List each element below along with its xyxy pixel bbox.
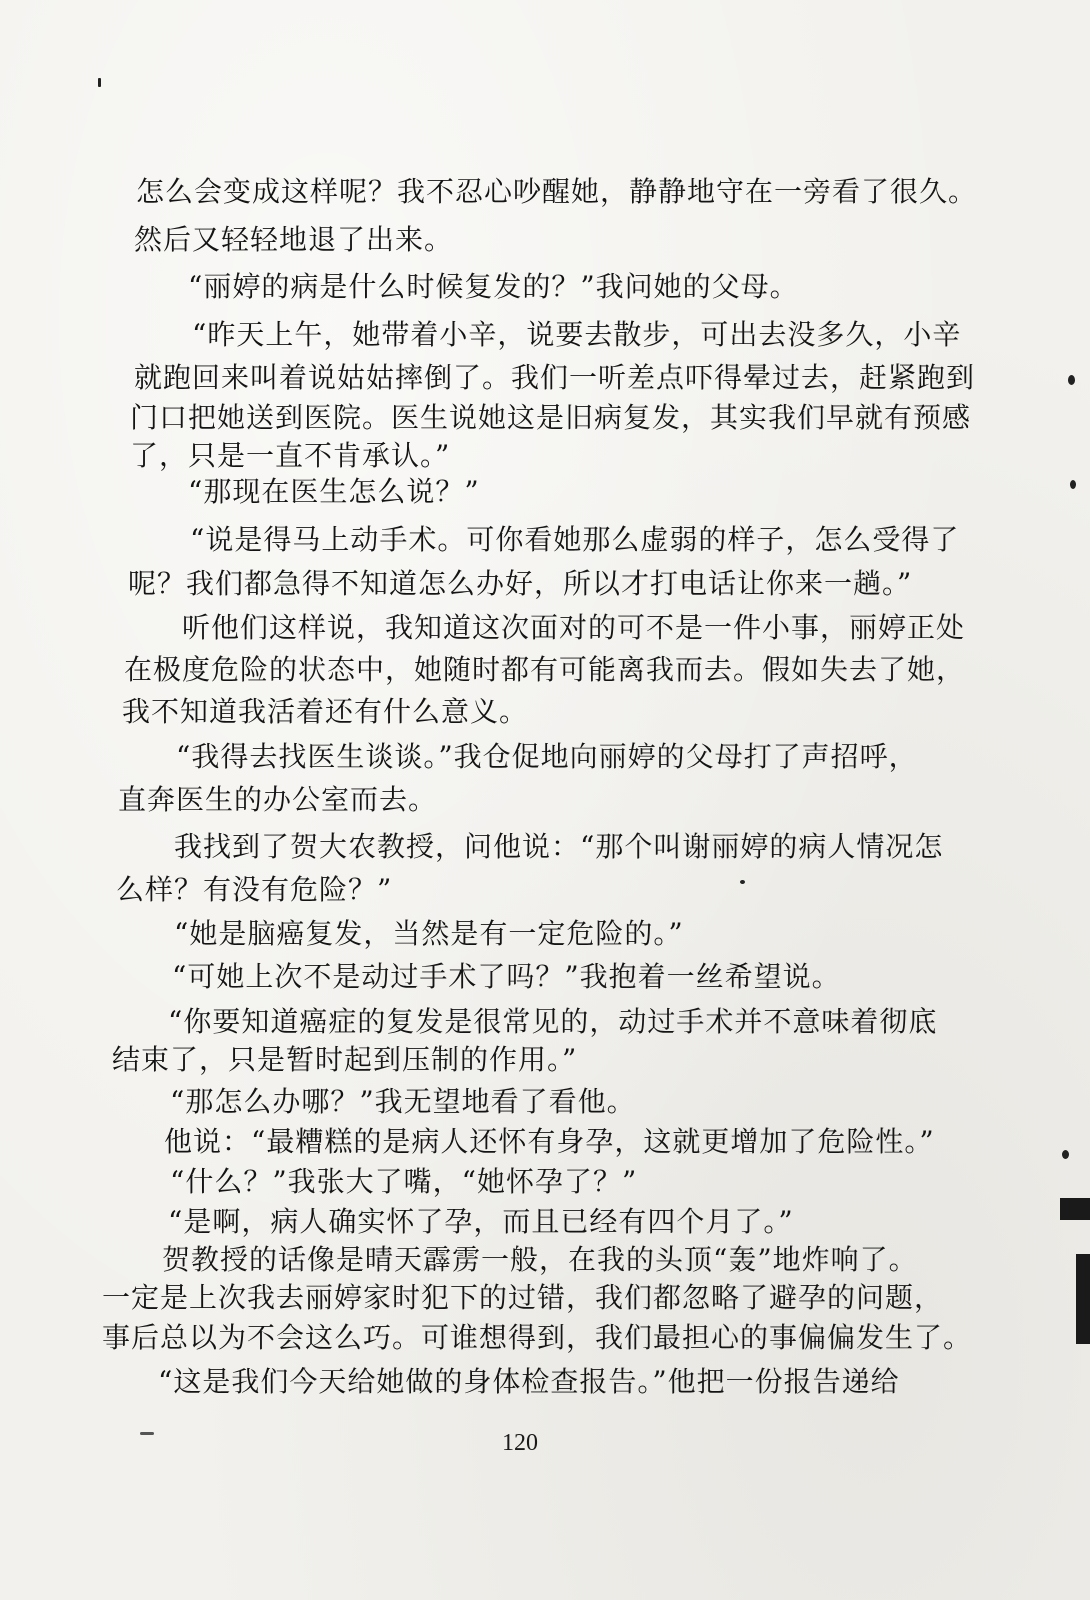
text-line: “是啊，病人确实怀了孕，而且已经有四个月了。” [168,1205,794,1238]
text-line: 听他们这样说，我知道这次面对的可不是一件小事，丽婷正处 [182,611,966,644]
text-line: 么样？有没有危险？” [116,873,393,906]
scan-speck [98,78,101,87]
text-line: 门口把她送到医院。医生说她这是旧病复发，其实我们早就有预感 [130,401,972,434]
text-line: 然后又轻轻地退了出来。 [134,223,454,256]
page-number: 120 [502,1430,538,1456]
text-line: “昨天上午，她带着小辛，说要去散步，可出去没多久，小辛 [192,318,962,351]
text-line: 我找到了贺大农教授，问他说：“那个叫谢丽婷的病人情况怎 [174,830,944,863]
text-line: “那怎么办哪？”我无望地看了看他。 [170,1085,636,1118]
scan-speck [1068,375,1075,385]
text-line: “那现在医生怎么说？” [188,475,480,508]
text-line: 了，只是一直不肯承认。” [130,439,451,472]
text-line: “说是得马上动手术。可你看她那么虚弱的样子，怎么受得了 [190,523,960,556]
text-line: “可她上次不是动过手术了吗？”我抱着一丝希望说。 [172,960,841,993]
text-line: “你要知道癌症的复发是很常见的，动过手术并不意味着彻底 [168,1005,938,1038]
scan-speck [1062,1150,1069,1159]
text-line: 直奔医生的办公室而去。 [118,783,438,816]
text-line: “这是我们今天给她做的身体检查报告。”他把一份报告递给 [158,1365,900,1398]
text-line: “我得去找医生谈谈。”我仓促地向丽婷的父母打了声招呼， [176,740,918,773]
text-line: 贺教授的话像是晴天霹雳一般，在我的头顶“轰”地炸响了。 [162,1243,918,1276]
text-line: “什么？”我张大了嘴，“她怀孕了？” [170,1165,638,1198]
text-line: “她是脑癌复发，当然是有一定危险的。” [174,917,684,950]
text-line: 他说：“最糟糕的是病人还怀有身孕，这就更增加了危险性。” [164,1125,935,1158]
scan-speck [1070,480,1076,489]
text-line: 事后总以为不会这么巧。可谁想得到，我们最担心的事偏偏发生了。 [102,1321,973,1354]
text-line: “丽婷的病是什么时候复发的？”我问她的父母。 [188,270,799,303]
text-line: 在极度危险的状态中，她随时都有可能离我而去。假如失去了她， [124,653,966,686]
text-line: 怎么会变成这样呢？我不忍心吵醒她，静静地守在一旁看了很久。 [136,175,978,208]
scan-edge-mark [1060,1198,1090,1220]
text-line: 呢？我们都急得不知道怎么办好，所以才打电话让你来一趟。” [128,567,913,600]
text-line: 我不知道我活着还有什么意义。 [122,695,529,728]
scan-edge-mark [1076,1254,1090,1344]
text-line: 结束了，只是暂时起到压制的作用。” [112,1043,578,1076]
text-line: 就跑回来叫着说姑姑摔倒了。我们一听差点吓得晕过去，赶紧跑到 [134,361,976,394]
text-line: 一定是上次我去丽婷家时犯下的过错，我们都忽略了避孕的问题， [102,1281,944,1314]
scan-speck [740,880,745,884]
